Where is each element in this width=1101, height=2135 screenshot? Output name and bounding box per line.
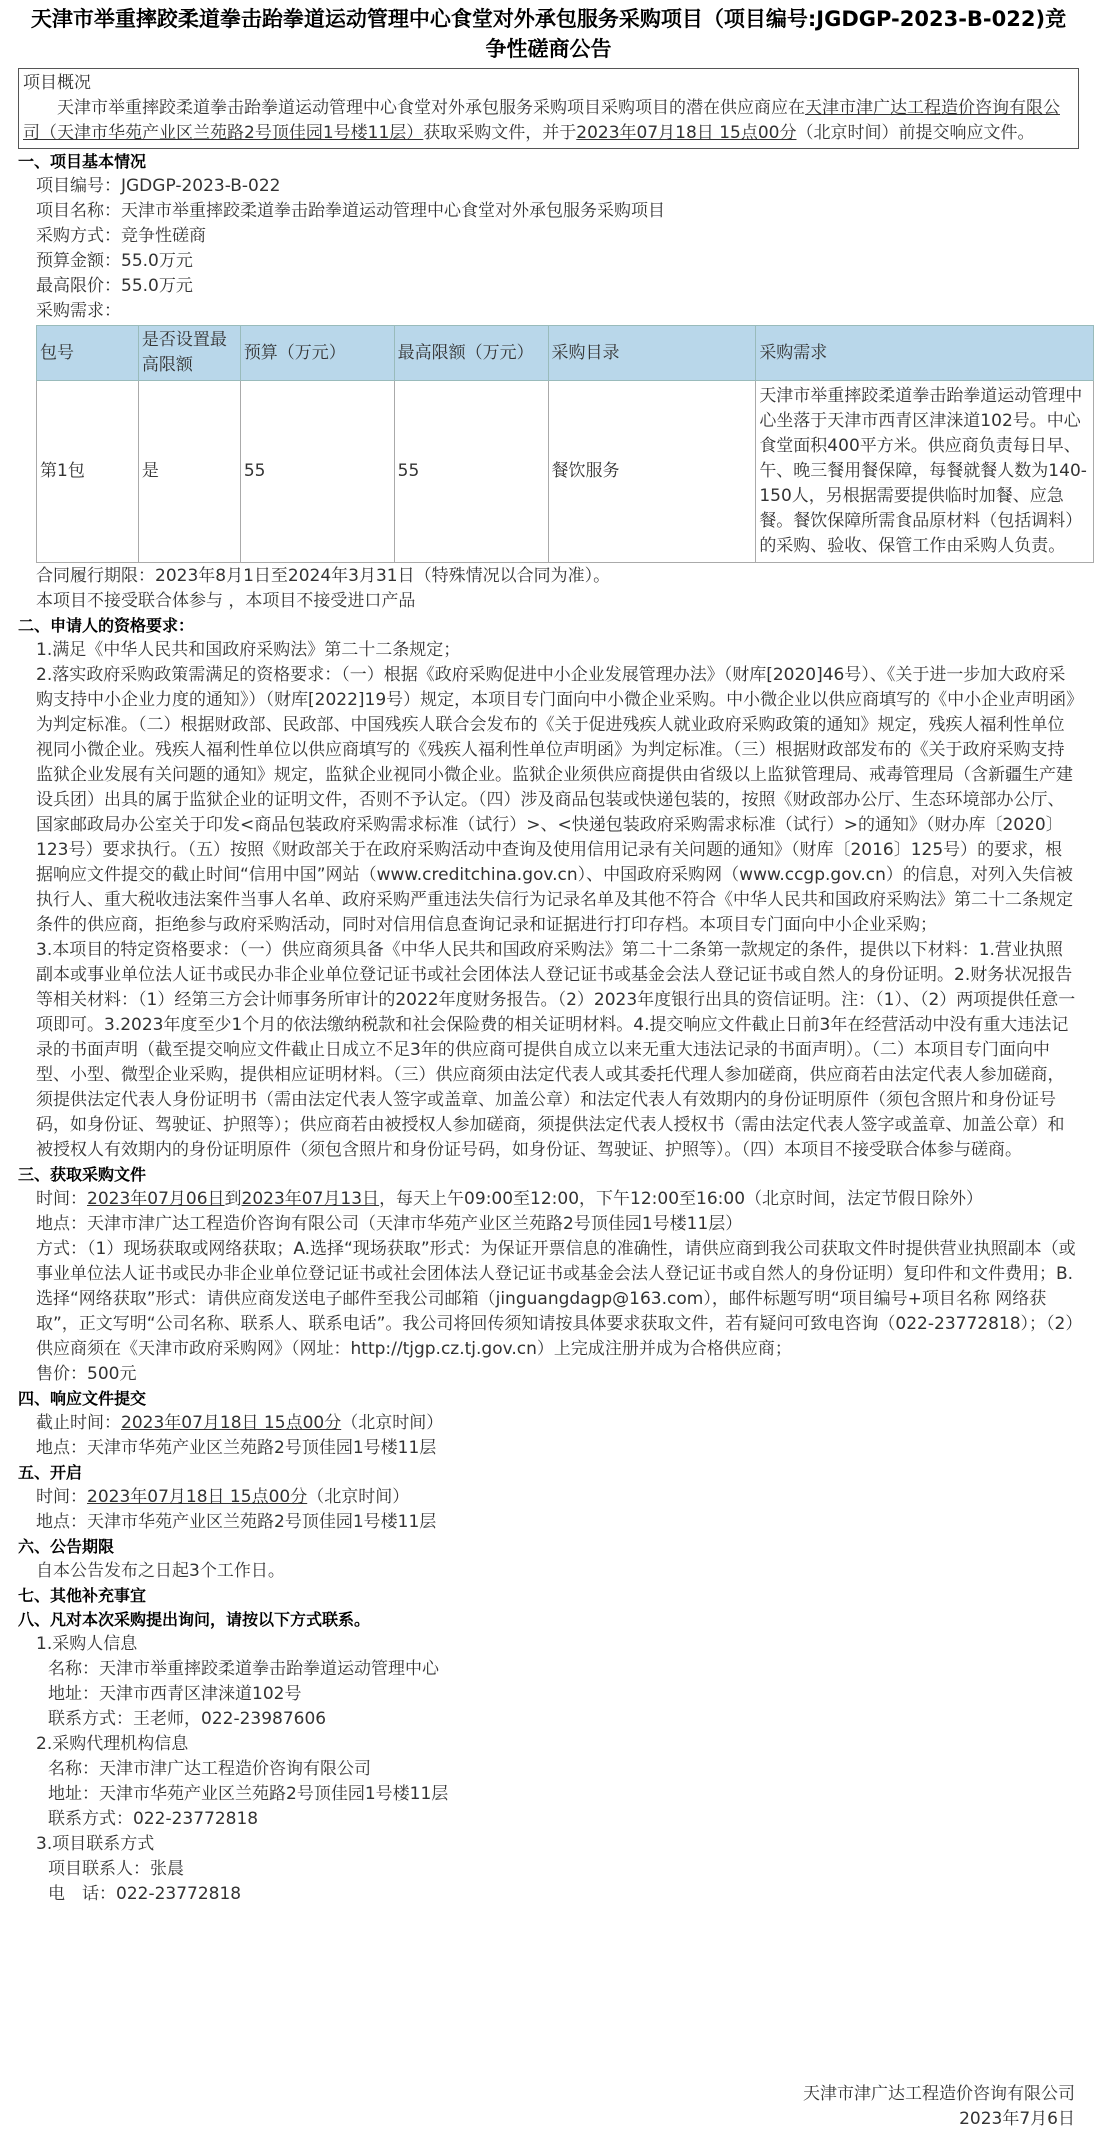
budget-amount: 预算金额：55.0万元 (36, 251, 193, 271)
agency-name: 名称：天津市津广达工程造价咨询有限公司 (48, 1759, 371, 1779)
agency-info-title: 2.采购代理机构信息 (36, 1734, 189, 1754)
project-contact-phone: 电 话：022-23772818 (48, 1884, 242, 1904)
section-8-title: 八、凡对本次采购提出询问，请按以下方式联系。 (18, 1610, 371, 1629)
project-number: 项目编号：JGDGP-2023-B-022 (36, 176, 281, 196)
agency-address: 地址：天津市华苑产业区兰苑路2号顶佳园1号楼11层 (48, 1784, 449, 1804)
col-header-requirement: 采购需求 (756, 326, 1094, 381)
col-header-package: 包号 (37, 326, 139, 381)
cell-max-limit: 55 (394, 381, 548, 563)
contract-period: 合同履行期限：2023年8月1日至2024年3月31日（特殊情况以合同为准）。 (36, 566, 611, 586)
submit-deadline (18, 1411, 1079, 1436)
section-6-title: 六、公告期限 (18, 1537, 115, 1556)
page-title: 天津市举重摔跤柔道拳击跆拳道运动管理中心食堂对外承包服务采购项目（项目编号:JGDGP-2023-B-022)竞争性磋商公告 (30, 7, 1067, 61)
section-5-title: 五、开启 (18, 1463, 83, 1482)
opening-time-value: 2023年07月18日 15点00分 (87, 1487, 308, 1507)
agent-link[interactable]: 天津市津广达工程造价咨询有限公司（天津市华苑产业区兰苑路2号顶佳园1号楼11层） (23, 98, 1060, 143)
opening-time (18, 1485, 1079, 1510)
max-price: 最高限价：55.0万元 (36, 276, 193, 296)
col-header-limit-set: 是否设置最高限额 (138, 326, 240, 381)
obtain-time-rest: ，每天上午09:00至12:00，下午12:00至16:00（北京时间，法定节假日除外） (379, 1189, 984, 1209)
opening-time-label: 时间： (36, 1487, 87, 1507)
purchaser-address: 地址：天津市西青区津涞道102号 (48, 1684, 302, 1704)
footer-date: 2023年7月6日 (959, 2109, 1075, 2129)
section-1-title: 一、项目基本情况 (18, 152, 147, 171)
opening-location: 地点：天津市华苑产业区兰苑路2号顶佳园1号楼11层 (36, 1512, 437, 1532)
obtain-location: 地点：天津市津广达工程造价咨询有限公司（天津市华苑产业区兰苑路2号顶佳园1号楼11层） (36, 1214, 743, 1234)
col-header-budget: 预算（万元） (240, 326, 394, 381)
section-7-title: 七、其他补充事宜 (18, 1586, 147, 1605)
agency-contact: 联系方式：022-23772818 (48, 1809, 259, 1829)
cell-package: 第1包 (37, 381, 139, 563)
consortium-note: 本项目不接受联合体参与 ，本项目不接受进口产品 (36, 591, 416, 611)
footer-org: 天津市津广达工程造价咨询有限公司 (803, 2084, 1075, 2104)
obtain-time-end: 2023年07月13日 (241, 1189, 380, 1209)
overview-text-3: （北京时间）前提交响应文件。 (796, 123, 1035, 143)
opening-time-suffix: （北京时间） (307, 1487, 410, 1507)
submit-location: 地点：天津市华苑产业区兰苑路2号顶佳园1号楼11层 (36, 1438, 437, 1458)
submit-deadline-suffix: （北京时间） (341, 1413, 444, 1433)
table-header-row (37, 326, 1094, 381)
section-4-title: 四、响应文件提交 (18, 1389, 147, 1408)
overview-text-2: 获取采购文件，并于 (423, 123, 577, 143)
obtain-time-mid: 到 (224, 1189, 242, 1209)
purchaser-name: 名称：天津市举重摔跤柔道拳击跆拳道运动管理中心 (48, 1659, 439, 1679)
requirements-table (36, 325, 1094, 563)
obtain-time-label: 时间： (36, 1189, 87, 1209)
section-3-title: 三、获取采购文件 (18, 1165, 147, 1184)
obtain-price: 售价：500元 (36, 1364, 137, 1384)
overview-box (18, 68, 1079, 149)
obtain-method: 方式：（1）现场获取或网络获取；A.选择“现场获取”形式：为保证开票信息的准确性，请供应商到我公司获取文件时提供营业执照副本（或事业单位法人证书或民办非企业单位登记证书或社会团体法人登记证书或基金会法人登记证书或自然人的身份证明）复印件和文件费用；B.选择“网络获取”形式：请供应商发送电子邮件至我公司邮箱（jinguangdagp@163.com），邮件标题写明“项目编号+项目名称 网络获取”，正文写明“公司名称、联系人、联系电话”。我公司将回传须知请按具体要求获取文件，若有疑问可致电咨询（022-23772818）；（2）供应商须在《天津市政府采购网》（网址：http://tjgp.cz.tj.gov.cn）上完成注册并成为合格供应商； (36, 1239, 1076, 1359)
purchaser-info-title: 1.采购人信息 (36, 1634, 138, 1654)
project-contact-person: 项目联系人：张晨 (48, 1859, 184, 1879)
qualification-1: 1.满足《中华人民共和国政府采购法》第二十二条规定； (36, 640, 461, 660)
project-name: 项目名称：天津市举重摔跤柔道拳击跆拳道运动管理中心食堂对外承包服务采购项目 (36, 201, 665, 221)
obtain-time-start: 2023年07月06日 (87, 1189, 225, 1209)
cell-limit-set: 是 (138, 381, 240, 563)
cell-catalog: 餐饮服务 (548, 381, 756, 563)
purchaser-contact: 联系方式：王老师，022-23987606 (48, 1709, 327, 1729)
cell-budget: 55 (240, 381, 394, 563)
project-contact-title: 3.项目联系方式 (36, 1834, 155, 1854)
overview-deadline: 2023年07月18日 15点00分 (576, 123, 797, 143)
requirements-label: 采购需求： (36, 301, 121, 321)
footer-signature (803, 2082, 1075, 2132)
qualification-2: 2.落实政府采购政策需满足的资格要求：（一）根据《政府采购促进中小企业发展管理办法》（财库[2020]46号）、《关于进一步加大政府采购支持中小企业力度的通知》）（财库[2022]19号）规定，本项目专门面向中小微企业采购。中小微企业以供应商填写的《中小企业声明函》为判定标准。（二）根据财政部、民政部、中国残疾人联合会发布的《关于促进残疾人就业政府采购政策的通知》规定，残疾人福利性单位视同小微企业。残疾人福利性单位以供应商填写的《残疾人福利性单位声明函》为判定标准。（三）根据财政部发布的《关于政府采购支持监狱企业发展有关问题的通知》规定，监狱企业视同小微企业。监狱企业须供应商提供由省级以上监狱管理局、戒毒管理局（含新疆生产建设兵团）出具的属于监狱企业的证明文件，否则不予认定。（四）涉及商品包装或快递包装的，按照《财政部办公厅、生态环境部办公厅、国家邮政局办公室关于印发<商品包装政府采购需求标准（试行）>、<快递包装政府采购需求标准（试行）>的通知》（财办库〔2020〕123号）要求执行。（五）按照《财政部关于在政府采购活动中查询及使用信用记录有关问题的通知》（财库〔2016〕125号）的要求，根据响应文件提交的截止时间“信用中国”网站（www.creditchina.gov.cn）、中国政府采购网（www.ccgp.gov.cn）的信息，对列入失信被执行人、重大税收违法案件当事人名单、政府采购严重违法失信行为记录名单及其他不符合《中华人民共和国政府采购法》第二十二条规定条件的供应商，拒绝参与政府采购活动，同时对信用信息查询记录和证据进行打印存档。本项目专门面向中小企业采购； (36, 665, 1075, 935)
table-row (37, 381, 1094, 563)
submit-deadline-label: 截止时间： (36, 1413, 121, 1433)
procurement-method: 采购方式：竞争性磋商 (36, 226, 206, 246)
section-2-title: 二、申请人的资格要求： (18, 616, 195, 635)
submit-deadline-value: 2023年07月18日 15点00分 (121, 1413, 342, 1433)
qualification-3: 3.本项目的特定资格要求：（一）供应商须具备《中华人民共和国政府采购法》第二十二条第一款规定的条件，提供以下材料：1.营业执照副本或事业单位法人证书或民办非企业单位登记证书或社会团体法人登记证书或基金会法人登记证书或自然人的身份证明。2.财务状况报告等相关材料：（1）经第三方会计师事务所审计的2022年度财务报告。（2）2023年度银行出具的资信证明。注：（1）、（2）两项提供任意一项即可。3.2023年度至少1个月的依法缴纳税款和社会保险费的相关证明材料。4.提交响应文件截止日前3年在经营活动中没有重大违法记录的书面声明（截至提交响应文件截止日成立不足3年的供应商可提供自成立以来无重大违法记录的书面声明）。（二）本项目专门面向中型、小型、微型企业采购，提供相应证明材料。（三）供应商须由法定代表人或其委托代理人参加磋商，供应商若由法定代表人参加磋商，须提供法定代表人身份证明书（需由法定代表人签字或盖章、加盖公章）和法定代表人有效期内的身份证明原件（须包含照片和身份证号码，如身份证、驾驶证、护照等）；供应商若由被授权人参加磋商，须提供法定代表人授权书（需由法定代表人签字或盖章、加盖公章）和被授权人有效期内的身份证明原件（须包含照片和身份证号码，如身份证、驾驶证、护照等）。（四）本项目不接受联合体参与磋商。 (36, 940, 1076, 1160)
cell-requirement: 天津市举重摔跤柔道拳击跆拳道运动管理中心坐落于天津市西青区津涞道102号。中心食堂面积400平方米。供应商负责每日早、午、晚三餐用餐保障，每餐就餐人数为140-150人，另根据需要提供临时加餐、应急餐。餐饮保障所需食品原材料（包括调料）的采购、验收、保管工作由采购人负责。 (756, 381, 1094, 563)
overview-heading: 项目概况 (23, 73, 91, 93)
obtain-time (18, 1187, 1079, 1212)
announcement-period: 自本公告发布之日起3个工作日。 (36, 1561, 285, 1581)
overview-text (23, 96, 1074, 146)
col-header-max-limit: 最高限额（万元） (394, 326, 548, 381)
col-header-catalog: 采购目录 (548, 326, 756, 381)
overview-text-1: 天津市举重摔跤柔道拳击跆拳道运动管理中心食堂对外承包服务采购项目采购项目的潜在供应商应在 (57, 98, 805, 118)
